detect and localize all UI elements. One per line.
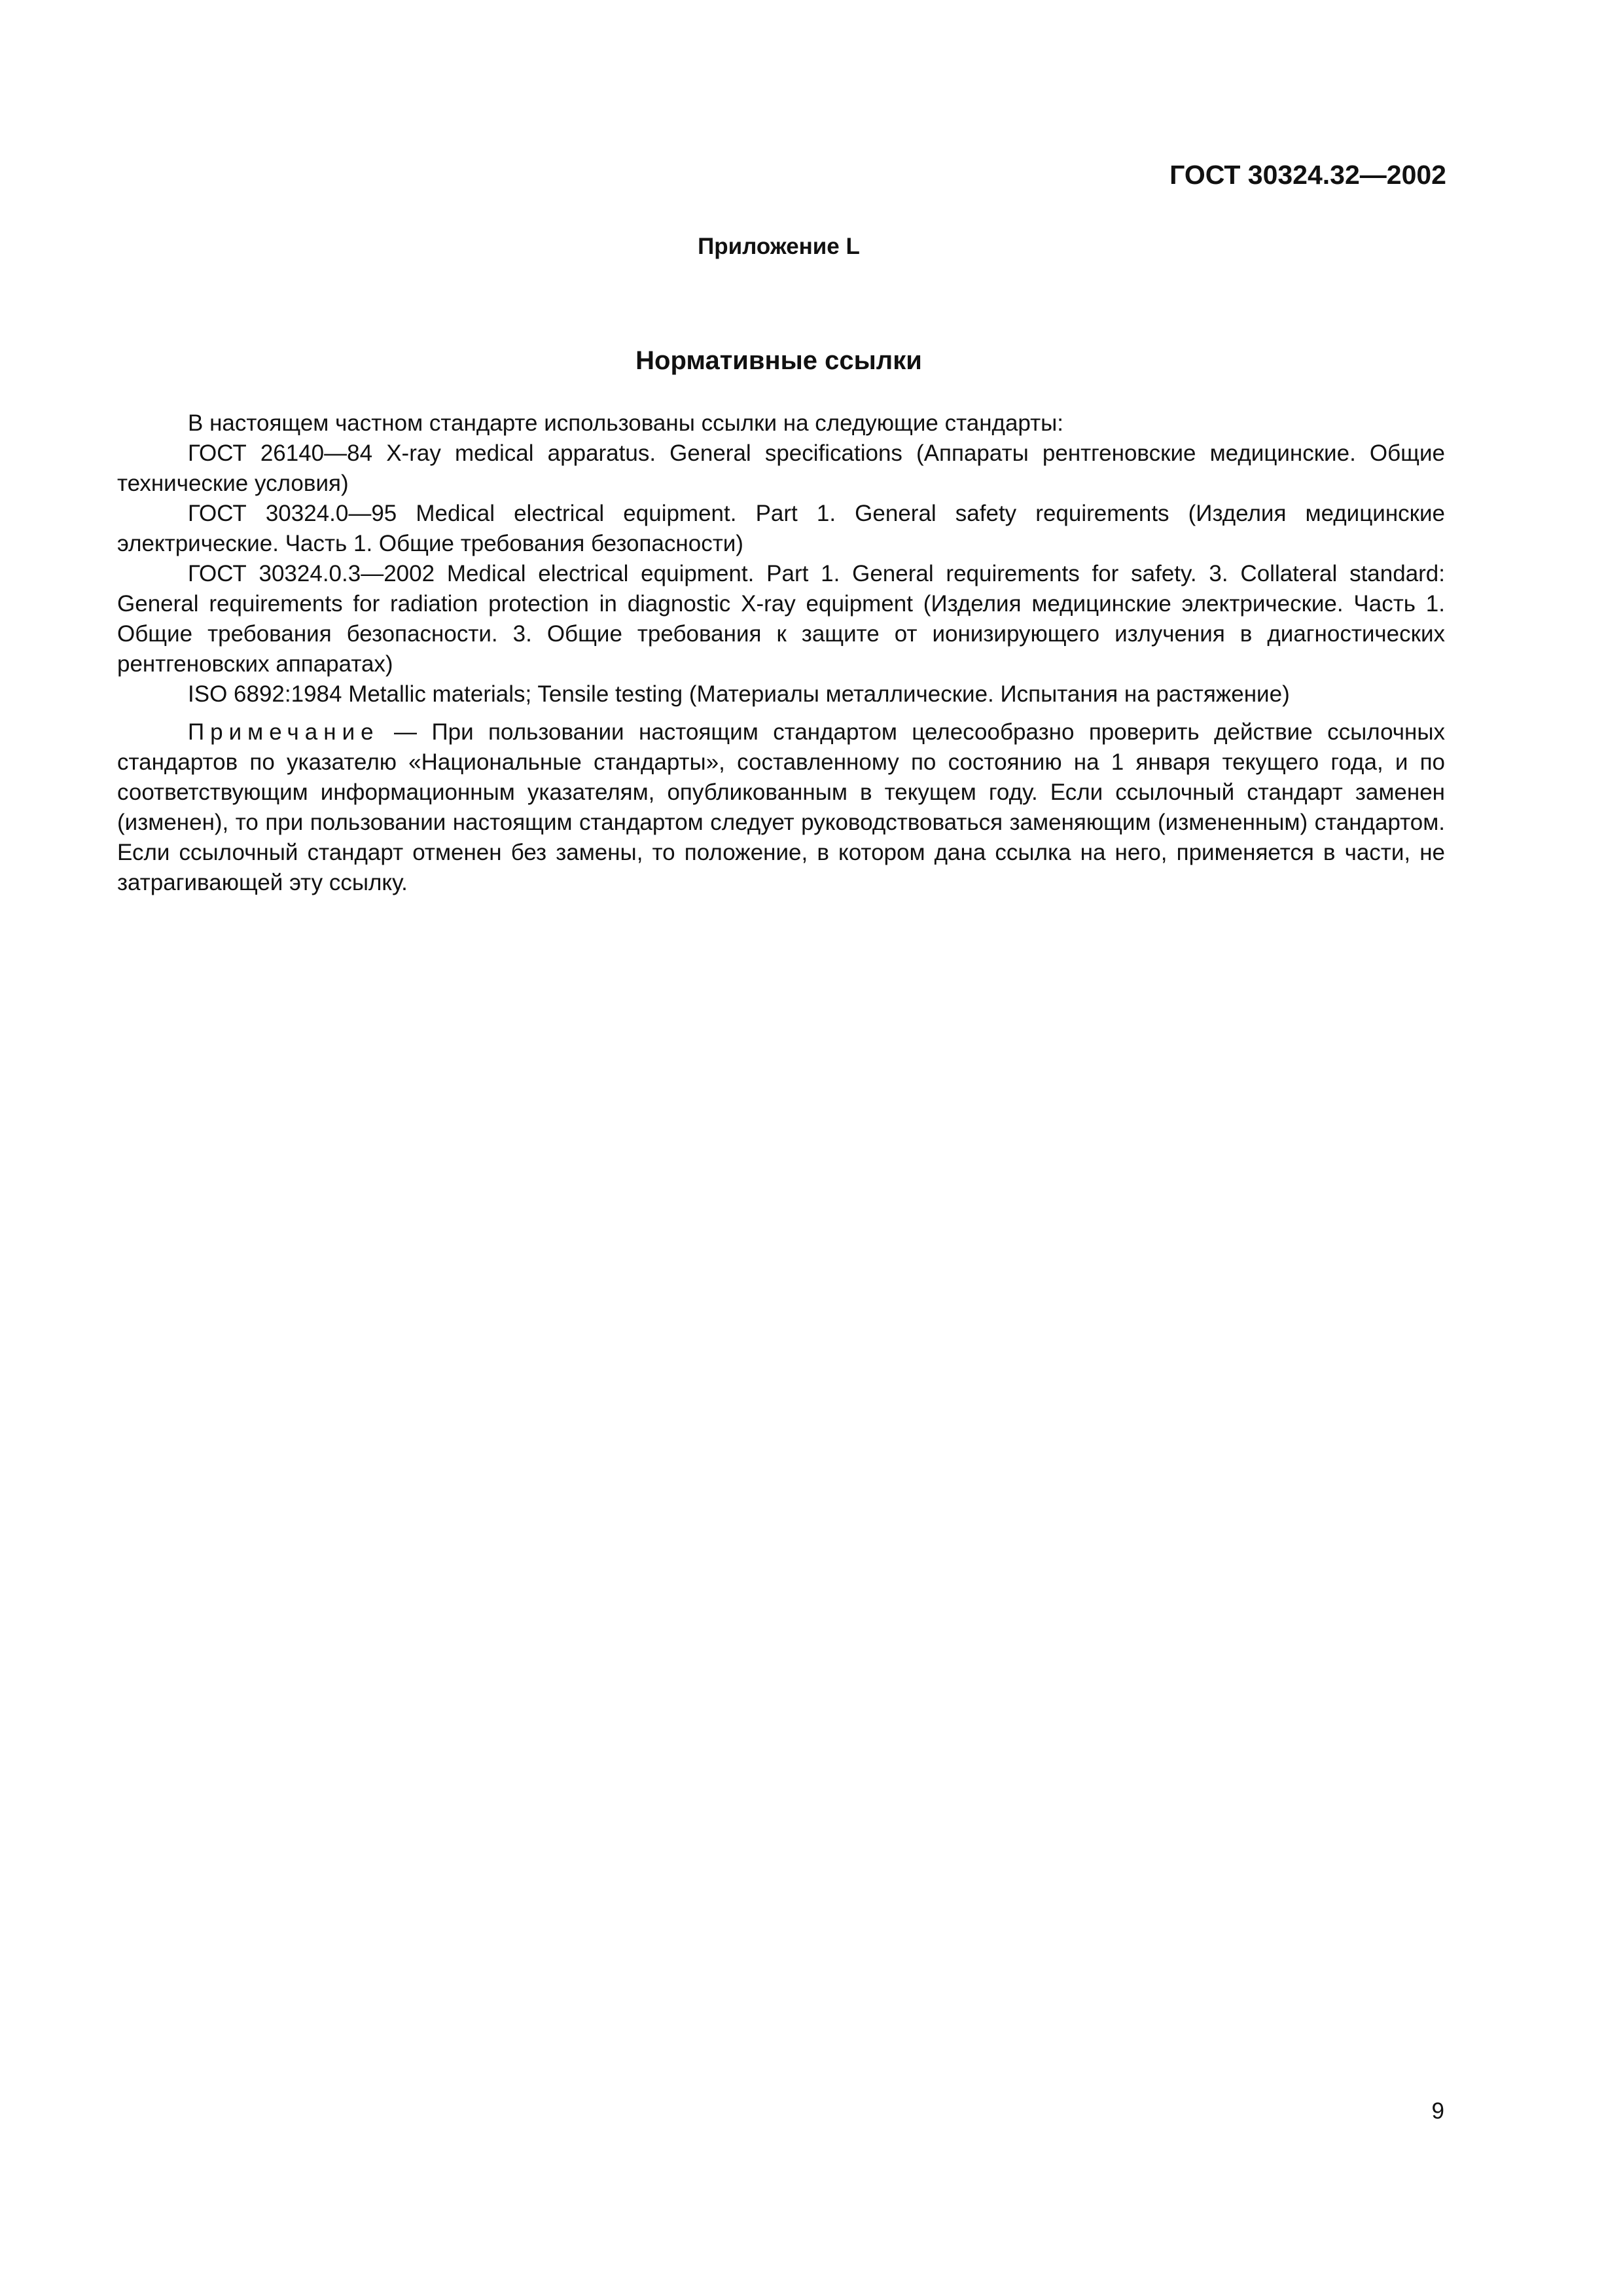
note-text: — При пользовании настоящим стандартом целесообразно проверить действие ссылочных стандартов по указателю «Национальные стандарты», составленному по состоянию на 1 января текущего года, и по соответствующим информационным указателям, опубликованным в текущем году. Если ссылочный стандарт заменен (изменен), то при пользовании настоящим стандартом следует руководствоваться заменяющим (измененным) стандартом. Если ссылочный стандарт отменен без замены, то положение, в котором дана ссылка на него, применяется в части, не затрагивающей эту ссылку. — [117, 719, 1445, 895]
reference-item: ГОСТ 26140—84 X-ray medical apparatus. General specifications (Аппараты рентгеновские медицинские. Общие технические условия) — [117, 440, 1445, 496]
page-number: 9 — [1431, 2098, 1444, 2124]
document-code: ГОСТ 30324.32—2002 — [1169, 160, 1446, 190]
reference-item: ГОСТ 30324.0—95 Medical electrical equipment. Part 1. General safety requirements (Изделия медицинские электрические. Часть 1. Общие требования безопасности) — [117, 501, 1445, 556]
note-paragraph — [117, 717, 1445, 898]
reference-item: ISO 6892:1984 Metallic materials; Tensile testing (Материалы металлические. Испытания на растяжение) — [188, 681, 1290, 707]
intro-paragraph: В настоящем частном стандарте использованы ссылки на следующие стандарты: — [188, 410, 1064, 436]
section-title: Нормативные ссылки — [635, 346, 922, 375]
reference-item: ГОСТ 30324.0.3—2002 Medical electrical equipment. Part 1. General requirements for safety. 3. Collateral standard: General requirements for radiation protection in diagnostic X-ray equipment (Изделия медицинские электрические. Часть 1. Общие требования безопасности. 3. Общие требования к защите от ионизирующего излучения в диагностических рентгеновских аппаратах) — [117, 561, 1445, 677]
note-label: Примечание — [188, 719, 380, 745]
appendix-label: Приложение L — [698, 234, 860, 259]
body-text — [117, 408, 1445, 898]
